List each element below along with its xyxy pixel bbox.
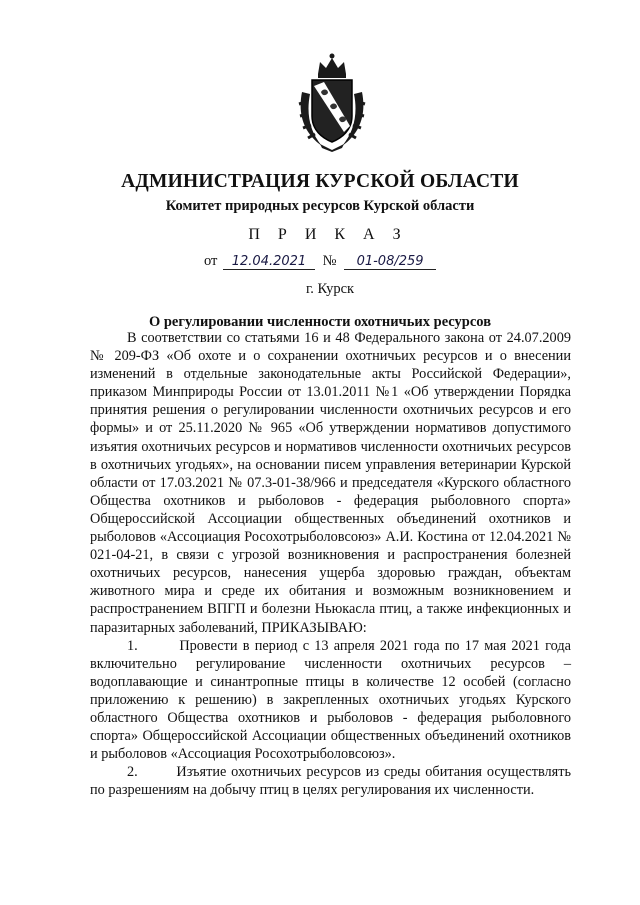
handwritten-date: 12.04.2021 [223,255,315,270]
order-item-1 [90,637,571,764]
order-subject: О регулировании численности охотничьих ресурсов [148,314,492,330]
handwritten-number: 01-08/259 [344,255,436,270]
item-number: 2. [127,764,138,781]
number-prefix: № [322,253,337,269]
item-text: Провести в период с 13 апреля 2021 года по 17 мая 2021 года включительно регулирование численности охотничьих ресурсов – водоплавающие и синантропные птицы в количестве 12 особей (согласно приложению к решению) в закрепленных охотничьих угодьях Курского областного Общества охотников и рыболовов - федерация рыболовного спорта» Общероссийской Ассоциации общественных объединений охотников и рыболовов «Ассоциация Росохотрыболовсоюз». [90,637,571,763]
order-body [90,329,571,799]
date-number-line [0,253,640,270]
item-number: 1. [127,637,138,654]
document-type: П Р И К А З [248,226,408,243]
city: г. Курск [305,281,355,297]
date-prefix: от [203,253,218,269]
organization-title: АДМИНИСТРАЦИЯ КУРСКОЙ ОБЛАСТИ [121,171,519,192]
item-text: Изъятие охотничьих ресурсов из среды обитания осуществлять по разрешениям на добычу птиц в целях регулирования их численности. [90,764,571,799]
committee-name: Комитет природных ресурсов Курской области [165,198,475,214]
preamble-paragraph: В соответствии со статьями 16 и 48 Федерального закона от 24.07.2009 № 209-ФЗ «Об охоте и о сохранении охотничьих ресурсов и о внесении изменений в отдельные законодательные акты Российской Федерации», приказом Минприроды России от 13.01.2011 №1 «Об утверждении Порядка принятия решения о регулировании численности охотничьих ресурсов и его формы» и от 25.11.2020 № 965 «Об утверждении нормативов допустимого изъятия охотничьих ресурсов и нормативов численности охотничьих ресурсов в охотничьих угодьях», на основании писем управления ветеринарии Курской области от 17.03.2021 № 07.3-01-38/966 и председателя «Курского областного Общества охотников и рыболовов - федерация рыболовного спорта» Общероссийской Ассоциации общественных объединений охотников и рыболовов «Ассоциация Росохотрыболовсоюз» А.И. Костина от 12.04.2021 № 021-04-21, в связи с угрозой возникновения и распространения болезней охотничьих ресурсов, нанесения ущерба здоровью граждан, объектам животного мира и среде их обитания и возможным возникновением и распространением ВПГП и болезни Ньюкасла птиц, а также инфекционных и паразитарных заболеваний, ПРИКАЗЫВАЮ: [90,330,571,636]
order-item-2 [90,763,571,799]
kursk-coat-of-arms-icon [296,52,368,152]
